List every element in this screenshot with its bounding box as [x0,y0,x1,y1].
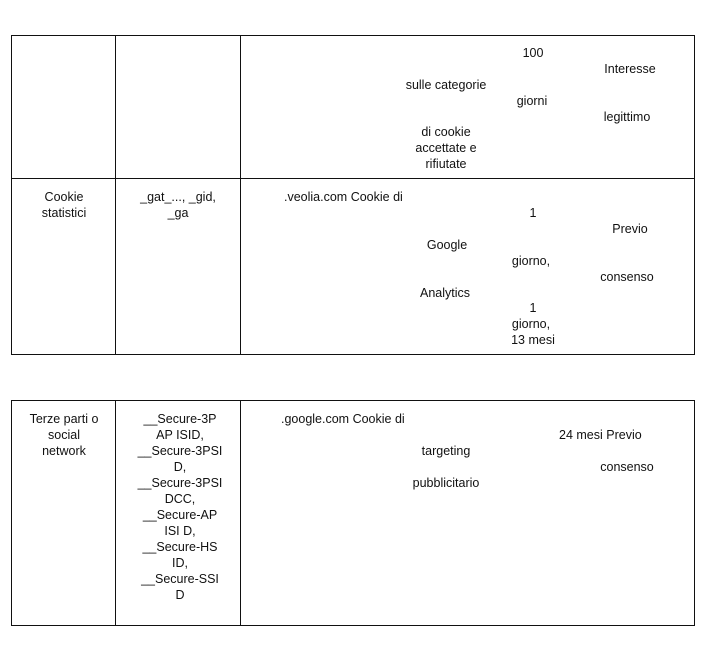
legal-basis-line: Interesse [604,62,656,76]
row-divider [12,178,694,179]
category-description-line: accettate e [415,141,477,155]
column-divider [115,36,116,354]
duration-line: giorno, [511,317,551,331]
legal-basis-line: consenso [600,460,654,474]
legal-basis-line: consenso [600,270,654,284]
cookie-names: __Secure-3P AP ISID, __Secure-3PSI D, __Secure-3PSI DCC, __Secure-AP ISI D, __Secure-HS ID, __Secure-SSI D [137,412,223,602]
cookie-description-line: Google [426,238,468,252]
category-description-line: di cookie [421,125,471,139]
category-description-line: sulle categorie [405,78,487,92]
cookie-names: _gat_..., _gid, _ga [140,190,216,220]
category-description-line: rifiutate [425,157,467,171]
legal-basis-line: legittimo [603,110,651,124]
column-divider [240,36,241,354]
legal-basis-line: Previo [612,222,648,236]
column-divider [115,401,116,625]
cookie-description-line: pubblicitario [412,476,480,490]
column-divider [240,401,241,625]
cookie-category-name: Cookie statistici [41,190,87,220]
duration-line: 13 mesi [511,333,555,347]
duration-line: 1 [529,301,537,315]
cookie-description-line: Analytics [419,286,471,300]
duration-line: giorno, [511,254,551,268]
cookie-domain-description: .google.com Cookie di [281,412,405,426]
duration-unit: giorni [516,94,548,108]
cookie-domain-description: .veolia.com Cookie di [284,190,403,204]
duration-value: 100 [522,46,544,60]
cookie-description-line: targeting [421,444,471,458]
duration-and-basis: 24 mesi Previo [559,428,642,442]
cookie-category-name: Terze parti o social network [29,412,99,458]
duration-line: 1 [529,206,537,220]
